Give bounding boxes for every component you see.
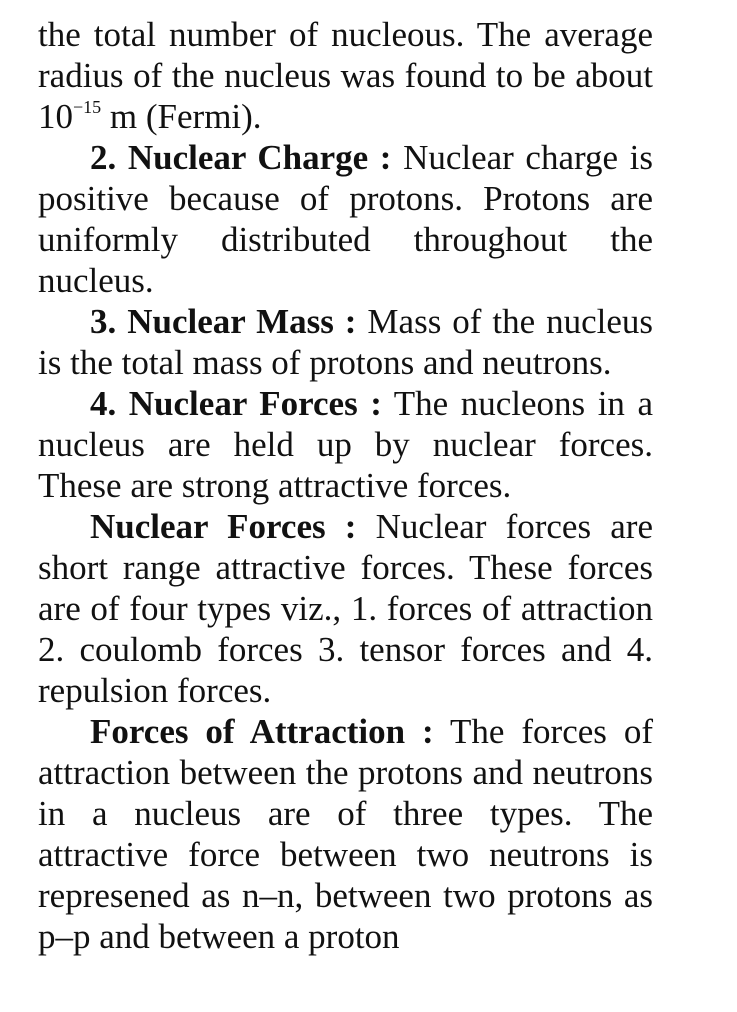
- paragraph-nuclear-mass: [38, 301, 653, 383]
- section-heading-forces-of-attraction: Forces of Attraction :: [90, 712, 434, 751]
- paragraph-text: The nucleons in a nucleus are held up by nuclear forces. These are strong attractive forces.: [38, 384, 653, 505]
- section-heading-nuclear-charge: 2. Nuclear Charge :: [90, 138, 392, 177]
- paragraph-forces-of-attraction: [38, 711, 653, 957]
- paragraph-nucleus-radius: [38, 14, 653, 137]
- paragraph-text: Nuclear forces are short range attractive forces. These forces are of four types viz., 1. forces of attraction 2. coulomb forces 3. tensor forces and 4. repulsion forces.: [38, 507, 653, 710]
- paragraph-nuclear-forces-numbered: [38, 383, 653, 506]
- section-heading-nuclear-forces: Nuclear Forces :: [90, 507, 357, 546]
- paragraph-text: Mass of the nucleus is the total mass of protons and neutrons.: [38, 302, 653, 382]
- paragraph-text: m (Fermi).: [101, 97, 262, 136]
- paragraph-nuclear-forces: [38, 506, 653, 711]
- exponent-superscript: −15: [73, 97, 102, 117]
- paragraph-nuclear-charge: [38, 137, 653, 301]
- paragraph-text: Nuclear charge is positive because of protons. Protons are uniformly distributed throughout the nucleus.: [38, 138, 654, 300]
- section-heading-nuclear-forces-numbered: 4. Nuclear Forces :: [90, 384, 382, 423]
- paragraph-text: The forces of attraction between the protons and neutrons in a nucleus are of three types. The attractive force between two neutrons is represened as n–n, between two protons as p–p and between a proton: [38, 712, 653, 956]
- paragraph-text: the total number of nucleous. The average radius of the nucleus was found to be about 10: [38, 15, 653, 136]
- section-heading-nuclear-mass: 3. Nuclear Mass :: [90, 302, 357, 341]
